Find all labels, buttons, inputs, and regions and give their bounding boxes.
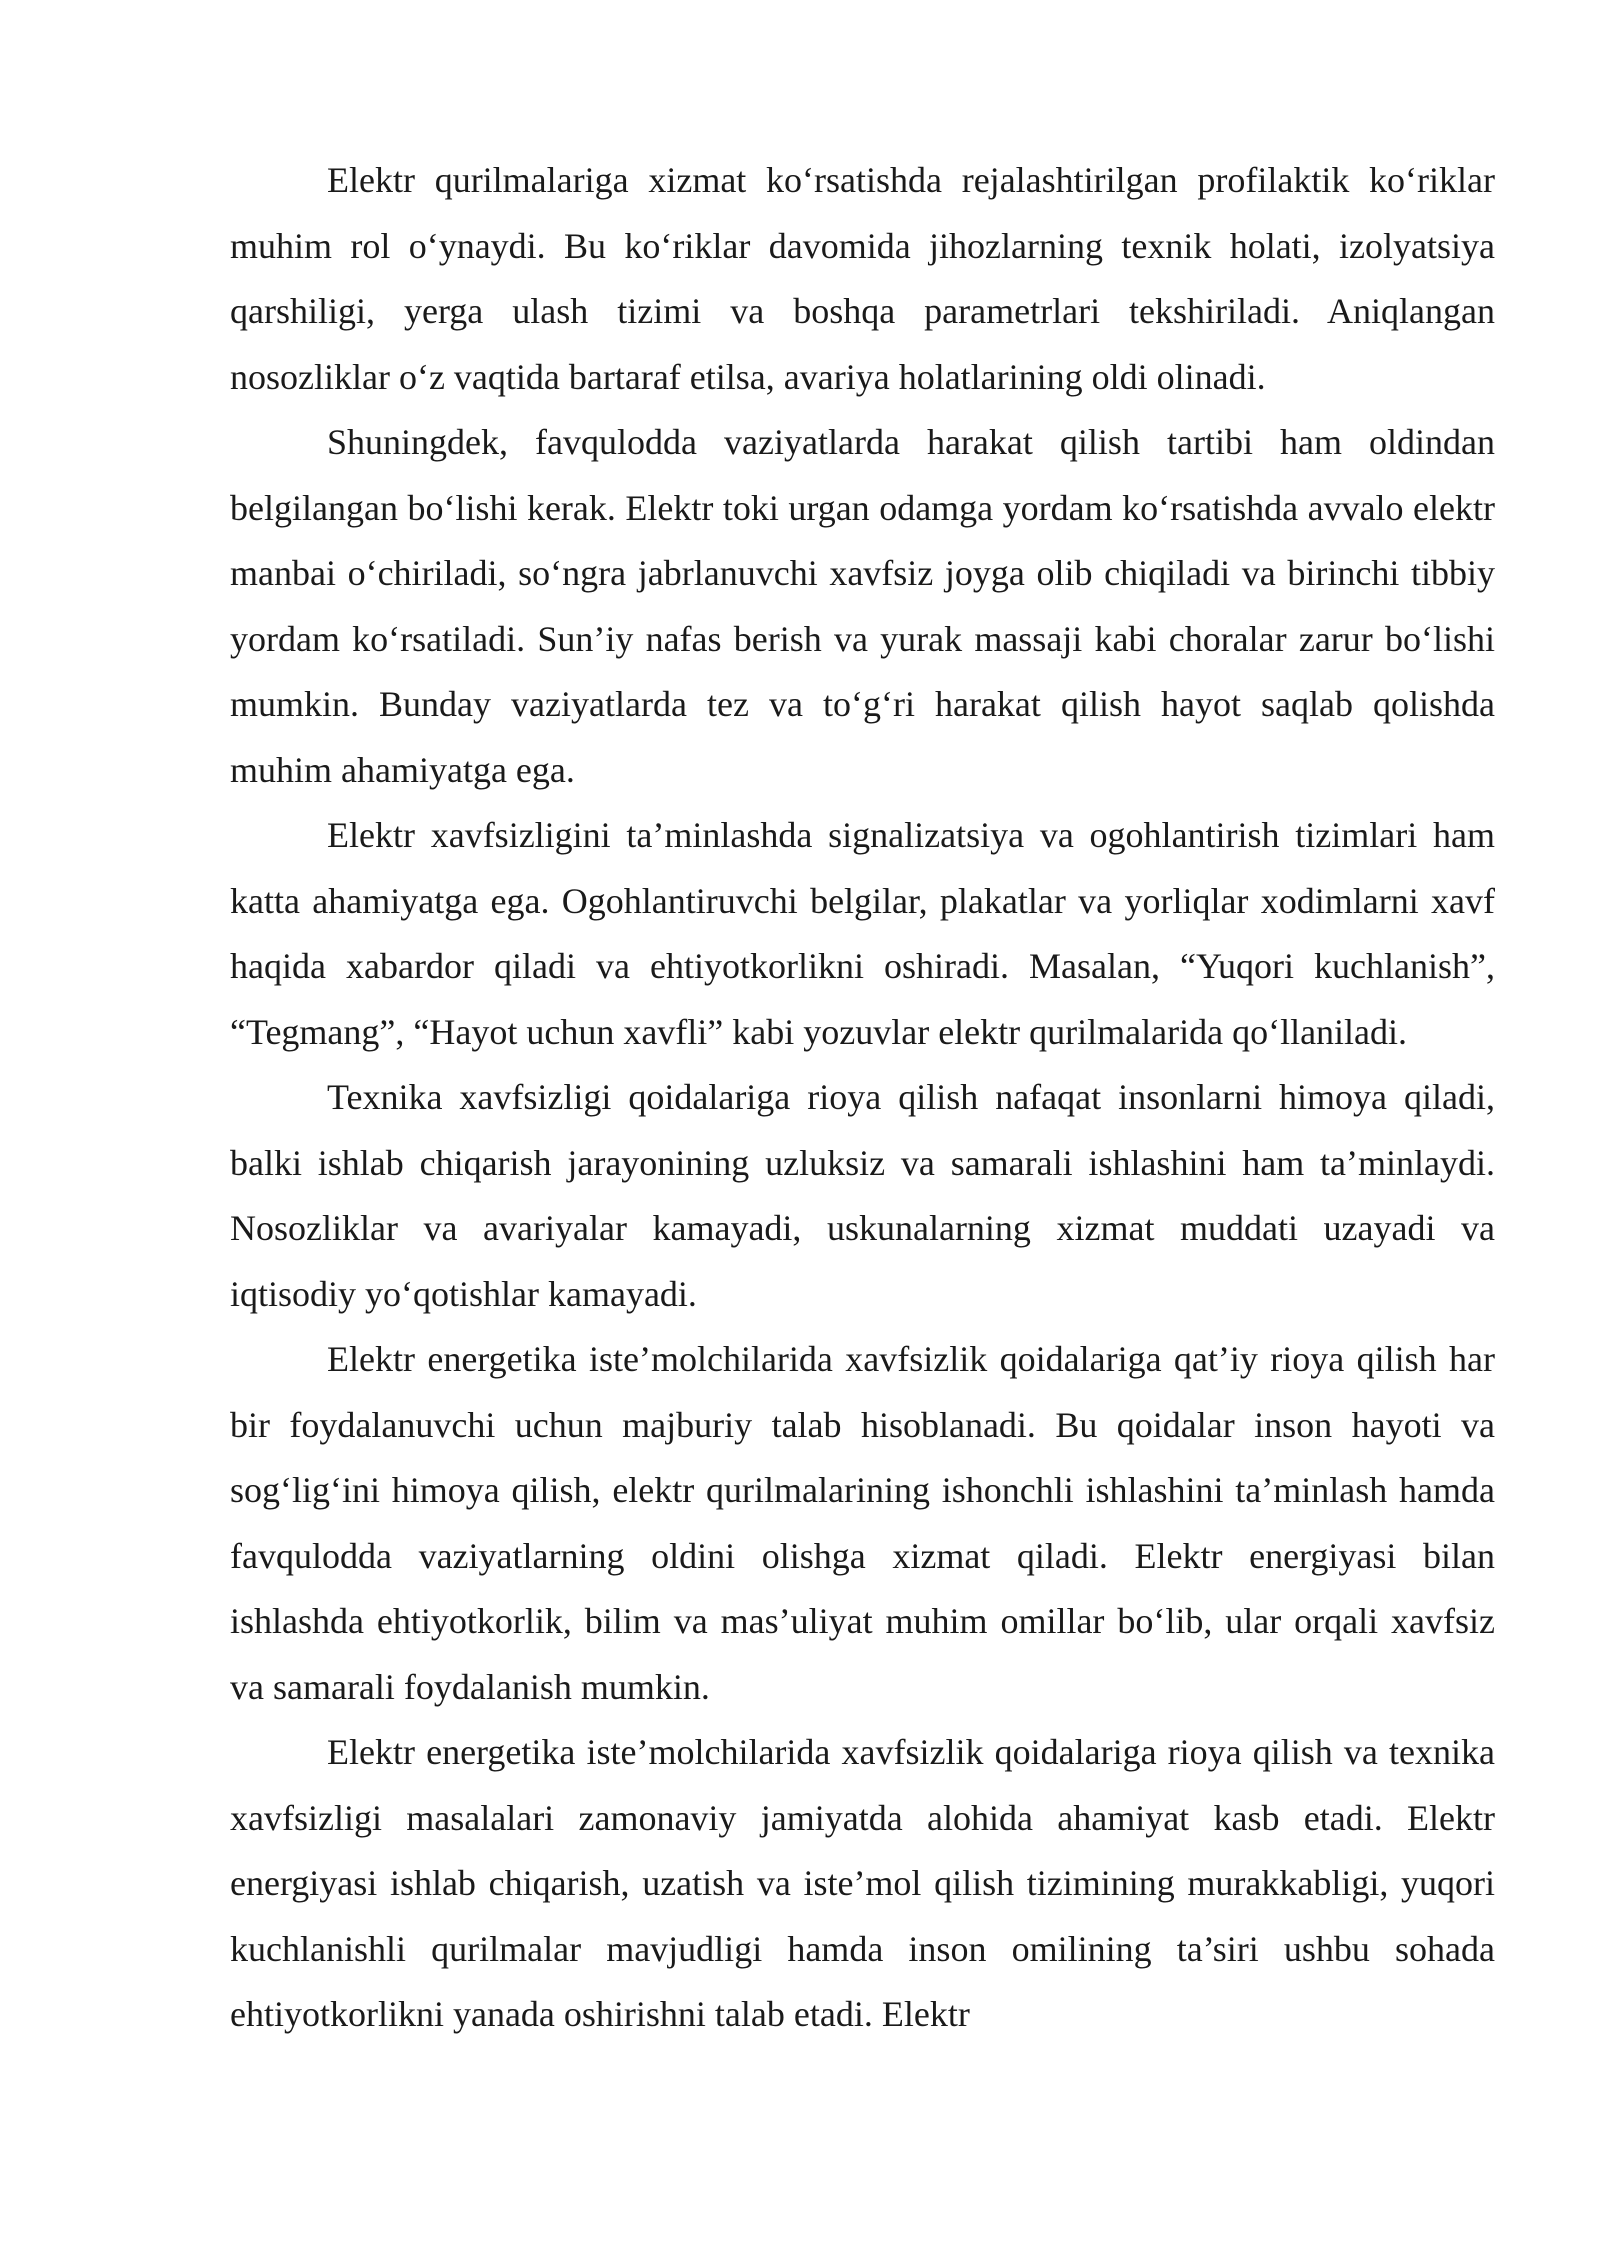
paragraph-5: Elektr energetika iste’molchilarida xavfsizlik qoidalariga qat’iy rioya qilish har bir foydalanuvchi uchun majburiy talab hisoblanadi. Bu qoidalar inson hayoti va sogʻligʻini himoya qilish, elektr qurilmalarining ishonchli ishlashini ta’minlash hamda favqulodda vaziyatlarning oldini olishga xizmat qiladi. Elektr energiyasi bilan ishlashda ehtiyotkorlik, bilim va mas’uliyat muhim omillar boʻlib, ular orqali xavfsiz va samarali foydalanish mumkin. xyxy=(230,1339,1495,1707)
document-body xyxy=(230,148,1495,2048)
paragraph-3: Elektr xavfsizligini ta’minlashda signalizatsiya va ogohlantirish tizimlari ham katta ahamiyatga ega. Ogohlantiruvchi belgilar, plakatlar va yorliqlar xodimlarni xavf haqida xabardor qiladi va ehtiyotkorlikni oshiradi. Masalan, “Yuqori kuchlanish”, “Tegmang”, “Hayot uchun xavfli” kabi yozuvlar elektr qurilmalarida qoʻllaniladi. xyxy=(230,815,1495,1052)
paragraph-2: Shuningdek, favqulodda vaziyatlarda harakat qilish tartibi ham oldindan belgilangan boʻlishi kerak. Elektr toki urgan odamga yordam koʻrsatishda avvalo elektr manbai oʻchiriladi, soʻngra jabrlanuvchi xavfsiz joyga olib chiqiladi va birinchi tibbiy yordam koʻrsatiladi. Sun’iy nafas berish va yurak massaji kabi choralar zarur boʻlishi mumkin. Bunday vaziyatlarda tez va toʻgʻri harakat qilish hayot saqlab qolishda muhim ahamiyatga ega. xyxy=(230,422,1495,790)
paragraph-4: Texnika xavfsizligi qoidalariga rioya qilish nafaqat insonlarni himoya qiladi, balki ishlab chiqarish jarayonining uzluksiz va samarali ishlashini ham ta’minlaydi. Nosozliklar va avariyalar kamayadi, uskunalarning xizmat muddati uzayadi va iqtisodiy yoʻqotishlar kamayadi. xyxy=(230,1077,1495,1314)
paragraph-6: Elektr energetika iste’molchilarida xavfsizlik qoidalariga rioya qilish va texnika xavfsizligi masalalari zamonaviy jamiyatda alohida ahamiyat kasb etadi. Elektr energiyasi ishlab chiqarish, uzatish va iste’mol qilish tizimining murakkabligi, yuqori kuchlanishli qurilmalar mavjudligi hamda inson omilining ta’siri ushbu sohada ehtiyotkorlikni yanada oshirishni talab etadi. Elektr xyxy=(230,1732,1495,2034)
paragraph-1: Elektr qurilmalariga xizmat koʻrsatishda rejalashtirilgan profilaktik koʻriklar muhim rol oʻynaydi. Bu koʻriklar davomida jihozlarning texnik holati, izolyatsiya qarshiligi, yerga ulash tizimi va boshqa parametrlari tekshiriladi. Aniqlangan nosozliklar oʻz vaqtida bartaraf etilsa, avariya holatlarining oldi olinadi. xyxy=(230,160,1495,397)
